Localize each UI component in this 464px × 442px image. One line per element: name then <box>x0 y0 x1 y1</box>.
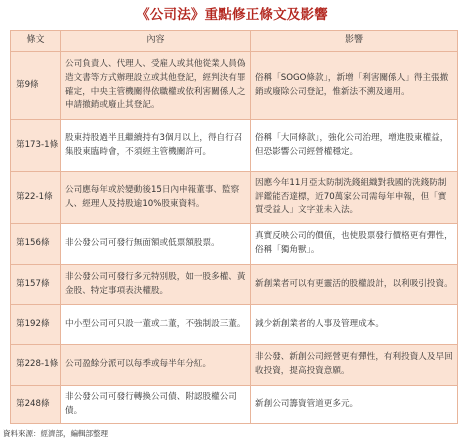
impact-cell: 減少新創業者的人事及管理成本。 <box>251 305 458 345</box>
article-cell: 第156條 <box>11 224 61 265</box>
content-cell: 公司負責人、代理人、受雇人或其他從業人員偽造文書等方式辦理設立或其他登記，經判決有罪確定，中央主管機關得依職權或依利害關係人之申請撤銷或廢止其登記。 <box>61 52 251 120</box>
header-article: 條文 <box>11 31 61 52</box>
table-row <box>11 172 458 224</box>
article-cell: 第157條 <box>11 265 61 305</box>
header-impact: 影響 <box>251 31 458 52</box>
article-cell: 第228-1條 <box>11 345 61 386</box>
table-row <box>11 345 458 386</box>
table-header-row <box>11 31 458 52</box>
content-cell: 中小型公司可只設一董或二董，不強制設三董。 <box>61 305 251 345</box>
content-cell: 公司應每年或於變動後15日內申報董事、監察人、經理人及持股逾10%股東資料。 <box>61 172 251 224</box>
article-cell: 第9條 <box>11 52 61 120</box>
table-row <box>11 120 458 172</box>
impact-cell: 俗稱「大同條款」，強化公司治理，增進股東權益，但恐影響公司經營權穩定。 <box>251 120 458 172</box>
table-title: 《公司法》重點修正條文及影響 <box>136 7 328 23</box>
content-cell: 股東持股過半且繼續持有3個月以上，得自行召集股東臨時會，不須經主管機關許可。 <box>61 120 251 172</box>
table-row <box>11 52 458 120</box>
content-cell: 非公發公司可發行多元特別股，如一股多權、黃金股、特定事項表決權股。 <box>61 265 251 305</box>
table-row <box>11 265 458 305</box>
impact-cell: 新創業者可以有更靈活的股權設計，以利吸引投資。 <box>251 265 458 305</box>
amendments-table <box>10 30 458 424</box>
table-row <box>11 305 458 345</box>
impact-cell: 俗稱「SOGO條款」，新增「利害關係人」得主張撤銷或廢除公司登記，惟新法不溯及適用。 <box>251 52 458 120</box>
content-cell: 非公發公司可發行轉換公司債、附認股權公司債。 <box>61 386 251 424</box>
source-note: 資料來源：經濟部，編輯部整理 <box>3 429 108 438</box>
impact-cell: 因應今年11月亞太防制洗錢組織對我國的洗錢防制評鑑能否達標，近70萬家公司需每年申報，但「實質受益人」文字並未入法。 <box>251 172 458 224</box>
article-cell: 第192條 <box>11 305 61 345</box>
article-cell: 第248條 <box>11 386 61 424</box>
article-cell: 第22-1條 <box>11 172 61 224</box>
table-row <box>11 386 458 424</box>
impact-cell: 非公發、新創公司經營更有彈性，有利投資人及早回收投資，提高投資意願。 <box>251 345 458 386</box>
table-row <box>11 224 458 265</box>
impact-cell: 新創公司籌資管道更多元。 <box>251 386 458 424</box>
header-content: 內容 <box>61 31 251 52</box>
impact-cell: 真實反映公司的價值，也使股票發行價格更有彈性，俗稱「獨角獸」。 <box>251 224 458 265</box>
content-cell: 非公發公司可發行無面額或低票額股票。 <box>61 224 251 265</box>
article-cell: 第173-1條 <box>11 120 61 172</box>
content-cell: 公司盈餘分派可以每季或每半年分紅。 <box>61 345 251 386</box>
